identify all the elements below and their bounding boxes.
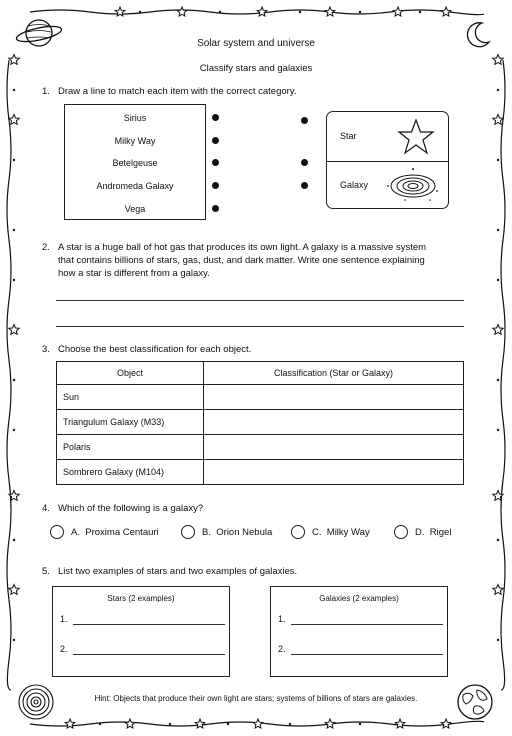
star-icon [395,719,405,728]
dot-icon [13,279,15,281]
dot-icon [419,11,421,13]
q5-prompt: List two examples of stars and two examples of galaxies. [58,566,298,577]
table-row [57,410,464,435]
galaxies-box-title: Galaxies (2 examples) [319,594,399,603]
q2-number: 2. [42,242,50,253]
option-c[interactable] [291,525,370,539]
dot-icon [359,723,361,725]
q1-item: Vega [124,204,146,214]
option-letter: A. [71,526,80,538]
star-icon [195,719,205,728]
star-icon [9,325,19,335]
q3-prompt: Choose the best classification for each object. [58,344,252,355]
answer-line[interactable] [291,624,443,625]
radio-circle-icon[interactable] [181,525,195,539]
dot-icon [13,429,15,431]
option-letter: B. [202,526,211,538]
answer-line[interactable] [291,654,443,655]
star-icon [493,115,503,125]
table-row [57,435,464,460]
hint-text: Hint: Objects that produce their own light are stars; systems of billions of stars are galaxies. [94,694,418,703]
match-dot-item[interactable] [212,182,219,189]
option-text: Proxima Centauri [85,526,159,538]
radio-circle-icon[interactable] [394,525,408,539]
dot-icon [497,539,499,541]
q2-text-line: A star is a huge ball of hot gas that produces its own light. A galaxy is a massive system [58,242,427,253]
dot-icon [497,279,499,281]
dot-icon [497,229,499,231]
table-cell-object: Polaris [57,435,204,460]
star-icon [393,7,403,16]
star-icon [257,7,267,16]
table-cell-answer[interactable] [204,435,464,460]
star-icon [115,7,125,16]
q1-item: Betelgeuse [112,158,158,168]
row-number: 1. [278,614,286,624]
star-icon [493,585,503,595]
q4-prompt: Which of the following is a galaxy? [58,503,204,514]
q1-item: Milky Way [114,136,156,146]
row-number: 1. [60,614,68,624]
star-outline-icon [396,118,436,156]
q1-items-box [64,104,206,220]
table-cell-answer[interactable] [204,410,464,435]
option-text: Milky Way [326,526,370,538]
option-text: Rigel [429,526,452,538]
star-icon [253,719,263,728]
table-cell-object: Triangulum Galaxy (M33) [57,410,204,435]
star-icon [9,115,19,125]
dot-icon [289,723,291,725]
table-cell-object: Sombrero Galaxy (M104) [57,460,204,485]
q1-item: Andromeda Galaxy [96,181,174,191]
dot-icon [497,89,499,91]
table-header-classification: Classification (Star or Galaxy) [204,362,464,385]
star-icon [441,719,451,728]
star-icon [65,719,75,728]
dot-icon [497,159,499,161]
match-dot-item[interactable] [212,114,219,121]
dot-icon [13,89,15,91]
dot-icon [13,539,15,541]
page-title: Solar system and universe [197,38,315,49]
match-dot-item[interactable] [212,159,219,166]
match-dot-item[interactable] [212,205,219,212]
option-b[interactable] [181,525,272,539]
dot-icon [139,11,141,13]
stars-box-title: Stars (2 examples) [107,594,175,603]
q1-categories-box [326,111,449,209]
row-number: 2. [278,644,286,654]
dot-icon [219,11,221,13]
table-row [57,385,464,410]
match-dot-galaxy[interactable] [301,182,308,189]
option-a[interactable] [50,525,159,539]
spiral-galaxy-icon [385,165,441,205]
dot-icon [99,723,101,725]
answer-line[interactable] [73,624,225,625]
star-icon [325,7,335,16]
dot-icon [497,429,499,431]
answer-line[interactable] [73,654,225,655]
dot-icon [359,11,361,13]
match-dot-star[interactable] [301,117,308,124]
category-divider [327,161,448,162]
star-icon [9,585,19,595]
star-icon [325,719,335,728]
page-subtitle: Classify stars and galaxies [199,63,313,74]
star-icon [441,7,451,16]
q5-number: 5. [42,566,50,577]
galaxies-examples-box [270,586,448,677]
star-icon [493,325,503,335]
option-letter: D. [415,526,425,538]
table-cell-answer[interactable] [204,460,464,485]
q1-item: Sirius [123,113,147,123]
dot-icon [299,11,301,13]
classification-table [56,361,464,485]
dot-icon [13,159,15,161]
table-row [57,460,464,485]
dot-icon [13,639,15,641]
table-cell-answer[interactable] [204,385,464,410]
radio-circle-icon[interactable] [50,525,64,539]
q1-number: 1. [42,86,50,97]
dot-icon [13,379,15,381]
option-letter: C. [312,526,322,538]
q1-prompt: Draw a line to match each item with the correct category. [58,86,297,97]
dot-icon [13,229,15,231]
match-dot-star[interactable] [301,159,308,166]
q4-number: 4. [42,503,50,514]
dot-icon [169,723,171,725]
q2-text-line: that contains billions of stars, gas, dust, and dark matter. Write one sentence explaining [58,255,425,266]
dot-icon [227,723,229,725]
option-d[interactable] [394,525,451,539]
option-text: Orion Nebula [216,526,273,538]
dot-icon [497,379,499,381]
category-galaxy-label: Galaxy [340,180,369,190]
star-icon [177,7,187,16]
q2-answer-line[interactable] [56,300,464,301]
star-icon [125,719,135,728]
row-number: 2. [60,644,68,654]
table-cell-object: Sun [57,385,204,410]
q2-answer-line[interactable] [56,326,464,327]
dot-icon [497,639,499,641]
category-star-label: Star [340,131,357,141]
radio-circle-icon[interactable] [291,525,305,539]
match-dot-item[interactable] [212,137,219,144]
stars-examples-box [52,586,230,677]
q3-number: 3. [42,344,50,355]
table-header-object: Object [57,362,204,385]
q2-text-line: how a star is different from a galaxy. [58,268,210,279]
